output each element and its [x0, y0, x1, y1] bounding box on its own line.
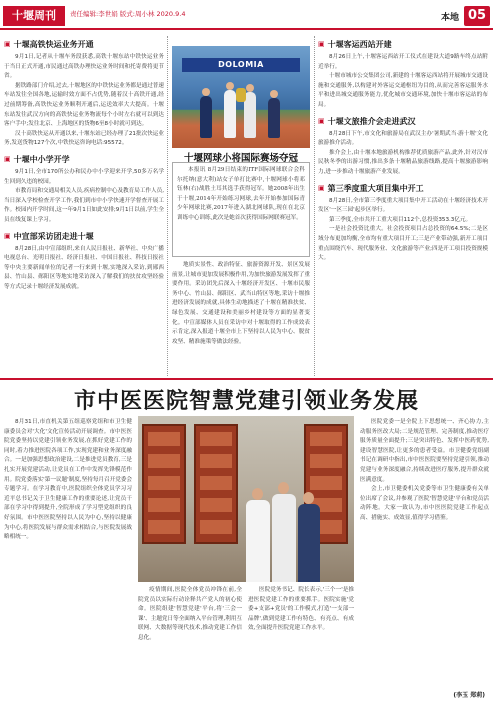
article-heading — [4, 39, 164, 50]
bottom-col-2: 疫情期间,医院全体党员冲锋在前,全院党员以实际行动诠释共产党人的初心使命。医院组建'智慧党建'平台,将'三会一课'、主题党日等全面纳入平台管理,利用互联网、大数据等现代技术,推动党建工作信息化。 — [138, 587, 242, 641]
page-header — [0, 0, 493, 30]
bottom-col-3: 医院党务书记、院长表示,'三个一'是推进医院党建工作的重要抓手。医院实施'党委+支部+党员'的工作模式,打造'一支部一品牌',做到党建工作有特色、有亮点、有成效,全面提升医院党建工作水平。 — [248, 587, 354, 632]
article-paragraph: 推介会上,由十堰本地旅游机构推荐优质旅游产品,此外,针对汉市民秋冬季的出游习惯,推出多条十堰精品旅游线路,提高十堰旅游影响力,进一步推动十堰旅游产业发展。 — [318, 149, 488, 175]
article-title: 十堰中小学开学 — [13, 154, 70, 164]
photo-caption: 十堰网球小将国际赛场夺冠 — [183, 153, 298, 164]
article-paragraph: 8月28日,全市第三季度重大项目集中开工活动在十堰经济技术开发区'一区三园'起步区举行。 — [318, 197, 488, 214]
editor-info: 责任编辑:李世娟 版式:周小林 2020.9.4 — [70, 10, 186, 18]
page-number: 05 — [464, 6, 490, 26]
column-divider — [167, 36, 168, 376]
article-paragraph: 十堰市城市公交集团公司,新建的十堰客运西站将开展城市交通设施和交通服务,以构建对外客运交通枢纽为目的,从而完善客运服务水平和进出城交通服务能力,优化城市交通环境,加快十堰市客运站的布局。 — [318, 73, 488, 108]
byline: (李玉 郑莉) — [453, 692, 485, 699]
article-paragraph: 一是社会投资比重大。社会投资项目占总投资的64.5%;二是区域分布更加均衡,全市均有重大项目开工;三是产业带动强,新开工项目重点围绕汽车、现代服务业、文化旅游等产业;四是开工项目投资规模大。 — [318, 226, 488, 262]
article-heading — [318, 183, 488, 194]
photo-text: 本报讯 8月29日结束的ITF国际网球联合会科尔托纳(意大利)站女子单打比赛中,十堰网球小将邓钰林(右)战胜土耳其选手获得冠军。她2008年出生于十堰,2014年开始练习网球,去年开始参加国际青少年网球比赛,2017年进入湖北网球队,现在在北京训练中心训练,此次是她首次获得国际网联赛冠军。 — [172, 162, 310, 257]
article-heading — [318, 39, 488, 50]
bottom-col-4: 医院党委一是全院上下思想统一、齐心协力,主动服务医改大局;二是规范管理、完善制度,推动医疗服务质量全面提升;三是突出特色、发挥中医药优势,建设智慧医院,让更多的患者受益。市卫健委党组副书记在调研中指出,市中医医院要坚持党建引领,推动党建与业务深度融合,持续改进医疗服务,提升群众就医满意度。 会上,市卫健委机关党委等市卫生健康委有关单位出席了会议,并参观了医院'智慧党建'平台和党员活动阵地。大家一致认为,市中医医院党建工作起点高、措施实、成效显,值得学习借鉴。 — [360, 419, 489, 521]
bottom-col-1: 8月31日,市直机关第五组巡察党组和市卫生健康委员会对'大化'文化宣传活动开展调查。市中医医院党委坚持以党建引领业务发展,在抓好党建工作的同时,着力推进医院各项工作,实现党建和业务深度融合。一是加强思想政治建设,二是推进党员教育,三是扎实开展党建活动,让党员在工作中发挥先锋模范作用。院党委落实'第一议题'制度,坚持每月召开党委会专题学习。在学习教育中,医院组织全体党员学习习近平总书记关于卫生健康工作的重要论述,让党员干部在学习中得到提升,全院形成了学习型党组织的良好氛围。市中医医院坚持以人民为中心,坚持以健康为中心,将医院发展与群众需求相结合,与医院发展战略相统一。 — [4, 419, 132, 541]
column-3-text: 地质实景性、政治特征、旅游资源开发、景区发展前景,让城市更加发展积极作用,为加快旅游发展发挥了重要作用。采访团先后深入十堰经济开发区、十堰市民服务中心、竹山县、郧阳区、武当山特区等地,采访十堰推进经济发展的成就,具体生动地描述了十堰在精准扶贫、绿色发展、交通建设和美丽乡村建设等方面的显著变化。中宣部媒体人员在采访中对十堰取得的工作成效表示肯定,深入报道十堰全市上下坚持以人民为中心、脱贫攻坚、精准施策等做法经验。 — [172, 262, 310, 345]
photo-banner: DOLOMIA — [182, 58, 300, 72]
article-paragraph: 市教育局和交通局相关人员,疾病控制中心及教育局工作人员,当日深入学校检查开学工作,我们到市中小学快速开学督查开展工作。校园内开学时间,这一年9月1日如此安排;9月1日以前,学生全员在线复课上学习。 — [4, 188, 164, 223]
heading-bullet-icon: ▣ — [318, 40, 325, 48]
section-label: 本地 — [440, 13, 459, 23]
tennis-photo — [172, 46, 310, 148]
heading-bullet-icon: ▣ — [318, 116, 325, 125]
heading-bullet-icon: ▣ — [318, 183, 325, 192]
hospital-visit-photo — [138, 416, 354, 582]
article-paragraph: 汉十高铁快运从开通以来,十堰东站已经办理了21批次快运业务,发送货物127个次,中铁快运咨询电话:95572。 — [4, 130, 164, 147]
article-paragraph: 9月1日,全市170所公办和民办中小学迎来开学,50多万名学生回到久违的校园。 — [4, 168, 164, 185]
article-paragraph: 8月28日下午,市文化和旅游局在武汉主办'暑期武当·游十堰'文化旅游推介活动。 — [318, 130, 488, 147]
column-divider — [314, 36, 315, 376]
article-heading — [4, 231, 164, 242]
article-title: 十堰客运西站开建 — [327, 40, 392, 49]
article-title: 中宣部采访团走进十堰 — [13, 231, 94, 241]
article-heading — [318, 116, 488, 127]
heading-bullet-icon: ▣ — [4, 154, 11, 163]
column-1 — [4, 34, 164, 376]
article-title: 十堰文旅推介会走进武汉 — [327, 116, 416, 126]
article-paragraph: 8月26日上午,十堰客运西站开工仪式在建设大道9路车终点站附近举行。 — [318, 54, 488, 70]
column-4 — [318, 34, 488, 376]
article-paragraph: 8月28日,由中宣部组织,来自人民日报社、新华社、中央广播电视总台、光明日报社、经济日报社、中国日报社、科技日报社等中央主要新闻单位的记者一行来到十堰,实地深入采访,到郧西县、竹山县、郧阳区等地实地采访深入了解我们的扶贫攻坚经验等方式记录十堰经济发展成就。 — [4, 245, 164, 290]
article-paragraph: 第三季度,全市共开工重大项目112个,总投资353.3亿元。 — [329, 216, 472, 223]
article-title: 十堰高铁快运业务开通 — [13, 40, 94, 49]
article-heading — [4, 154, 164, 165]
article-paragraph: 9月1日,记者从十堰车务段获悉,高铁十堰东站中铁快运业务于当日正式开通,市民通过高铁办理快运业务时间和托寄费将更节省。 — [4, 54, 164, 80]
section-rule — [0, 378, 493, 380]
masthead-logo: 十堰周刊 — [3, 6, 65, 26]
article-title: 第三季度重大项目集中开工 — [327, 183, 424, 193]
heading-bullet-icon: ▣ — [4, 40, 11, 48]
article-paragraph: 据铁路部门介绍,过去,十堰地区的中铁快运业务都是通过普速车站发往全国各地,运输时效方面不占优势,随着汉十高铁开通,经过前期筹备,高铁快运业务顺利开通后,运送效率大大提高。十堰东站发往武汉方向的高铁快运业务物流每个小时左右就可以到达客户手中;发往北京、上海地区的货物6至8小时就可到达。 — [4, 82, 164, 128]
main-headline: 市中医医院智慧党建引领业务发展 — [73, 388, 419, 414]
heading-bullet-icon: ▣ — [4, 231, 11, 240]
